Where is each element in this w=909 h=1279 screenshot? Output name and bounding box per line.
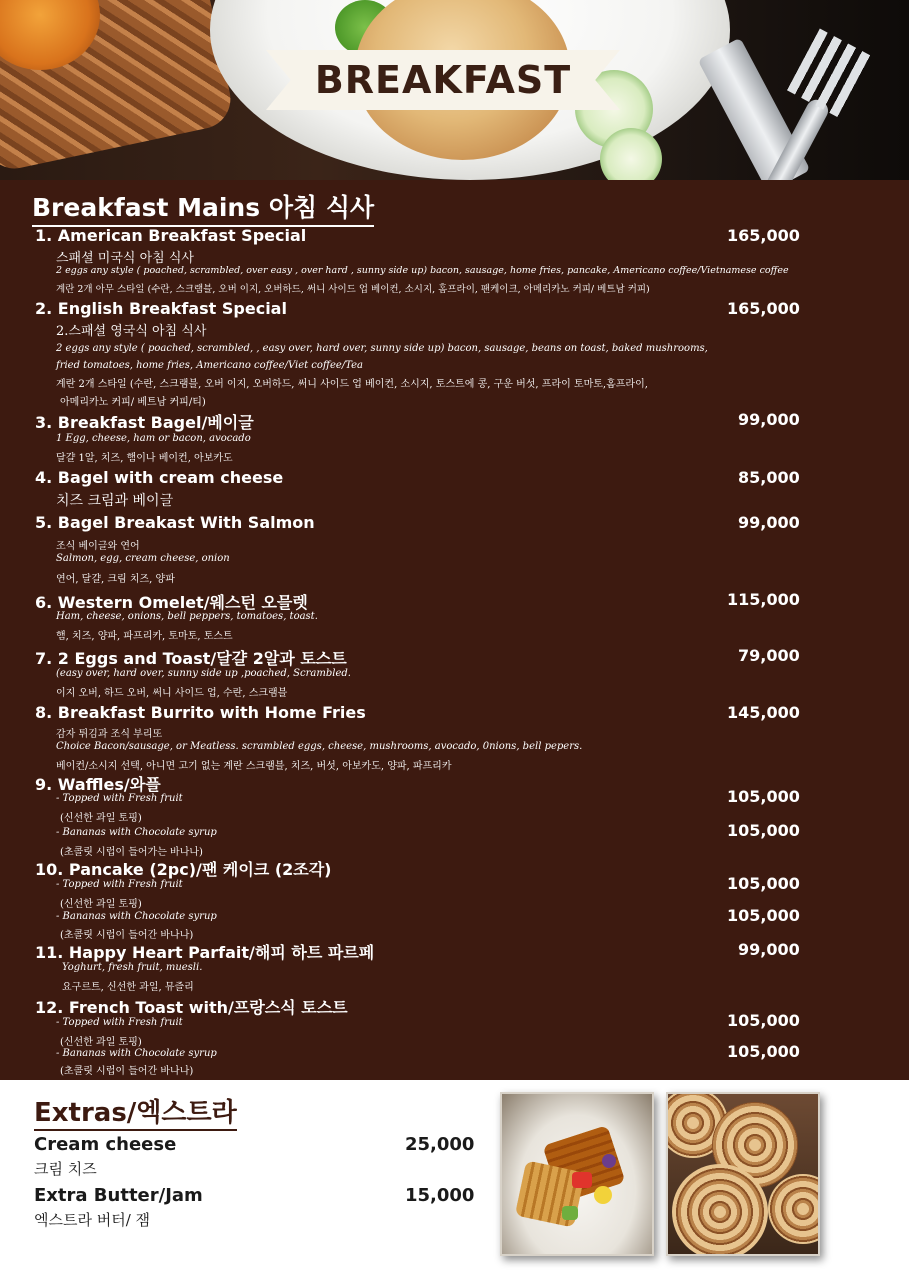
item-korean-name: 감자 튀김과 조식 부리또 xyxy=(56,729,163,740)
extra-price: 25,000 xyxy=(405,1134,475,1155)
item-price: 105,000 xyxy=(727,1042,800,1061)
fruit-image xyxy=(572,1172,592,1188)
item-price: 79,000 xyxy=(738,646,800,665)
item-price: 105,000 xyxy=(727,787,800,806)
item-title: 11. Happy Heart Parfait/해피 하트 파르페 xyxy=(35,943,375,962)
item-price: 99,000 xyxy=(738,513,800,532)
item-description-korean: 계란 2개 스타일 (수란, 스크램블, 오버 이지, 오버하드, 써니 사이드 업 베이컨, 소시지, 토스트에 콩, 구운 버섯, 프라이 토마토,홈프라이, xyxy=(56,379,648,390)
breakfast-mains-section xyxy=(0,180,909,1080)
fork-tines-icon xyxy=(787,28,871,117)
extras-section xyxy=(0,1080,909,1279)
item-description-korean: 햄, 치즈, 양파, 파프리카, 토마토, 토스트 xyxy=(56,631,233,642)
item-option: - Bananas with Chocolate syrup xyxy=(56,1048,217,1059)
item-price: 105,000 xyxy=(727,821,800,840)
item-price: 165,000 xyxy=(727,226,800,245)
item-price: 115,000 xyxy=(727,590,800,609)
extra-price: 15,000 xyxy=(405,1185,475,1206)
item-title: 8. Breakfast Burrito with Home Fries xyxy=(35,703,366,722)
item-option: - Bananas with Chocolate syrup xyxy=(56,911,217,922)
item-title: 12. French Toast with/프랑스식 토스트 xyxy=(35,998,348,1017)
item-option-korean: (신선한 과일 토핑) xyxy=(60,899,142,910)
item-price: 145,000 xyxy=(727,703,800,722)
fruit-image xyxy=(602,1154,616,1168)
item-option-korean: (신선한 과일 토핑) xyxy=(60,813,142,824)
waffle-plate-image xyxy=(500,1092,654,1256)
item-description-korean: 이지 오버, 하드 오버, 써니 사이드 업, 수란, 스크램블 xyxy=(56,688,288,699)
cinnamon-roll-image xyxy=(666,1092,820,1256)
item-price: 105,000 xyxy=(727,906,800,925)
item-title: 2. English Breakfast Special xyxy=(35,299,287,318)
hero-image xyxy=(0,0,909,180)
item-title: 3. Breakfast Bagel/베이글 xyxy=(35,413,254,432)
item-price: 99,000 xyxy=(738,410,800,429)
item-option-korean: (초콜릿 시럽이 들어간 바나나) xyxy=(60,1066,194,1077)
item-description-korean: 달걀 1알, 치즈, 햄이나 베이컨, 아보카도 xyxy=(56,453,233,464)
item-korean-name: 조식 베이글와 연어 xyxy=(56,541,140,552)
item-option-korean: (초콜릿 시럽이 들어간 바나나) xyxy=(60,930,194,941)
section-title: Breakfast Mains 아침 식사 xyxy=(32,188,374,227)
item-title: 6. Western Omelet/웨스턴 오믈렛 xyxy=(35,593,308,612)
page-title: BREAKFAST xyxy=(314,58,572,102)
item-option: - Bananas with Chocolate syrup xyxy=(56,827,217,838)
item-description-korean: 연어, 달걀, 크림 치즈, 양파 xyxy=(56,574,175,585)
roll-image xyxy=(672,1164,768,1256)
item-price: 105,000 xyxy=(727,1011,800,1030)
roll-image xyxy=(768,1174,820,1244)
item-description: Salmon, egg, cream cheese, onion xyxy=(56,553,230,564)
item-description: 2 eggs any style ( poached, scrambled, , easy over, hard over, sunny side up) bacon, sausage, beans on toast, baked mushrooms, xyxy=(56,343,708,354)
item-price: 165,000 xyxy=(727,299,800,318)
fruit-image xyxy=(562,1206,578,1220)
item-description-korean: 아메리카노 커피/ 베트남 커피/티) xyxy=(60,397,206,408)
item-description: 1 Egg, cheese, ham or bacon, avocado xyxy=(56,433,251,444)
extras-title: Extras/엑스트라 xyxy=(34,1092,237,1131)
item-description: Yoghurt, fresh fruit, muesli. xyxy=(62,962,203,973)
item-title: 9. Waffles/와플 xyxy=(35,775,161,794)
item-option: - Topped with Fresh fruit xyxy=(56,793,183,804)
item-description: fried tomatoes, home fries, Americano coffee/Viet coffee/Tea xyxy=(56,360,363,371)
extra-korean-name: 엑스트라 버터/ 잼 xyxy=(34,1211,151,1229)
item-korean-name: 치즈 크림과 베이글 xyxy=(56,493,174,509)
item-description: Ham, cheese, onions, bell peppers, tomatoes, toast. xyxy=(56,611,318,622)
fruit-image xyxy=(594,1186,612,1204)
item-option-korean: (신선한 과일 토핑) xyxy=(60,1037,142,1048)
item-description-korean: 요구르트, 신선한 과일, 뮤즐리 xyxy=(62,982,194,993)
item-option: - Topped with Fresh fruit xyxy=(56,1017,183,1028)
extra-korean-name: 크림 치즈 xyxy=(34,1160,97,1178)
item-option-korean: (초콜릿 시럽이 들어가는 바나나) xyxy=(60,847,203,858)
item-price: 105,000 xyxy=(727,874,800,893)
item-description-korean: 계란 2개 아무 스타일 (수란, 스크램블, 오버 이지, 오버하드, 써니 사이드 업 베이컨, 소시지, 홈프라이, 팬케이크, 아메리카노 커피/ 베트남 커피) xyxy=(56,284,650,295)
item-title: 7. 2 Eggs and Toast/달걀 2알과 토스트 xyxy=(35,649,347,668)
item-title: 4. Bagel with cream cheese xyxy=(35,468,284,487)
item-title: 10. Pancake (2pc)/팬 케이크 (2조각) xyxy=(35,860,332,879)
item-description: 2 eggs any style ( poached, scrambled, over easy , over hard , sunny side up) bacon, sausage, home fries, pancake, Americano coffee/Vietnamese coffee xyxy=(56,265,789,276)
item-price: 85,000 xyxy=(738,468,800,487)
item-price: 99,000 xyxy=(738,940,800,959)
item-korean-name: 2.스패셜 영국식 아침 식사 xyxy=(56,324,207,339)
item-korean-name: 스패셜 미국식 아침 식사 xyxy=(56,251,194,266)
item-description-korean: 베이컨/소시지 선택, 아니면 고기 없는 계란 스크램블, 치즈, 버섯, 아보카도, 양파, 파프리카 xyxy=(56,761,452,772)
item-option: - Topped with Fresh fruit xyxy=(56,879,183,890)
item-title: 5. Bagel Breakast With Salmon xyxy=(35,513,315,532)
item-description: Choice Bacon/sausage, or Meatless. scrambled eggs, cheese, mushrooms, avocado, 0nions, bell pepers. xyxy=(56,741,583,752)
extra-name: Cream cheese xyxy=(34,1134,177,1155)
item-title: 1. American Breakfast Special xyxy=(35,226,307,245)
extra-name: Extra Butter/Jam xyxy=(34,1185,203,1206)
item-description: (easy over, hard over, sunny side up ,poached, Scrambled. xyxy=(56,668,351,679)
